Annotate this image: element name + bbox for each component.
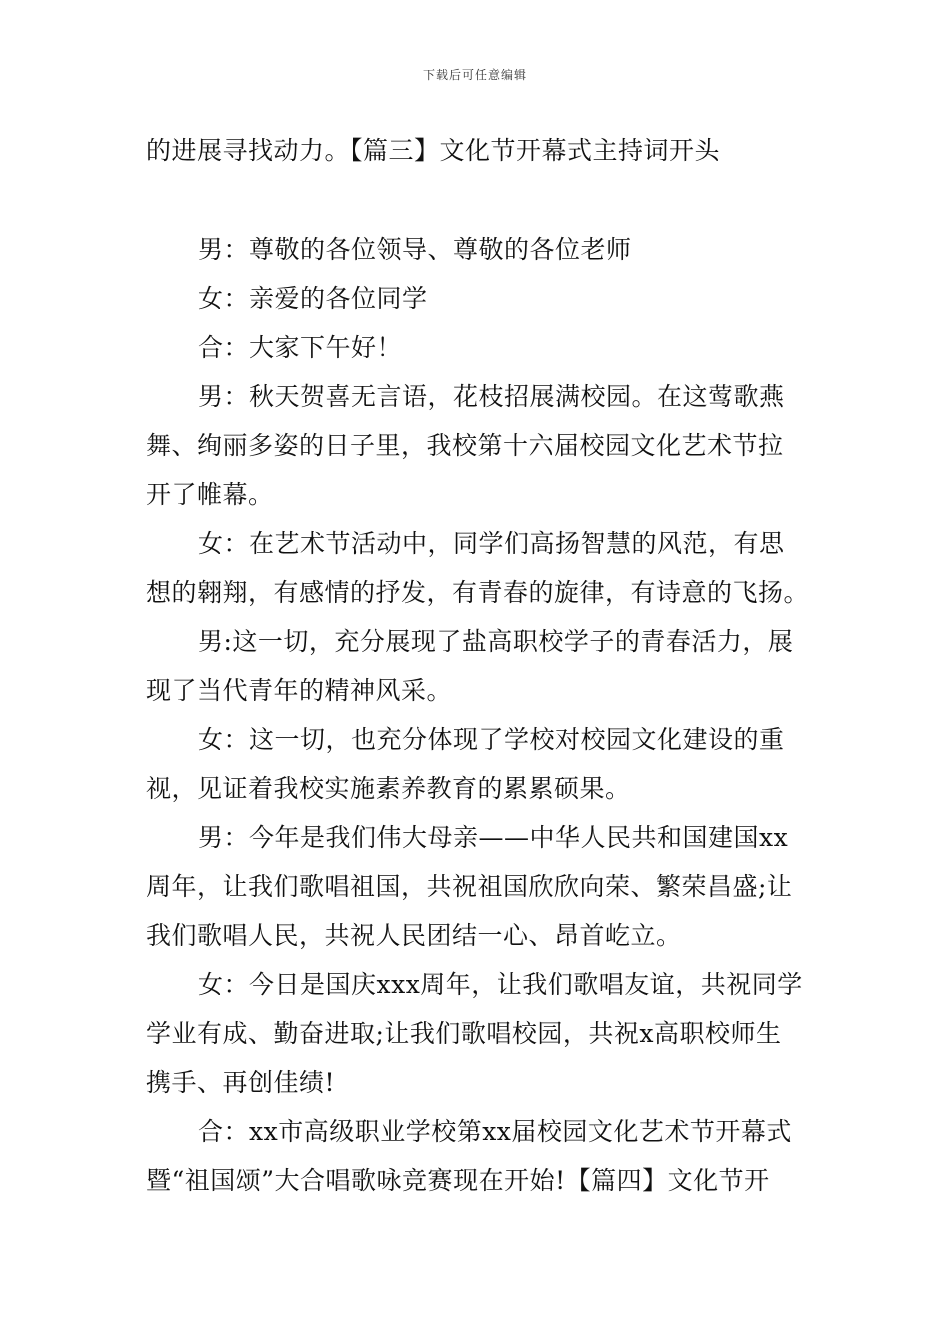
paragraph-line: 我们歌唱人民，共祝人民团结一心、昂首屹立。 — [146, 921, 682, 950]
paragraph-line: 携手、再创佳绩! — [146, 1068, 336, 1097]
paragraph-line: 男：尊敬的各位领导、尊敬的各位老师 — [198, 235, 632, 264]
paragraph-line: 合：xx市高级职业学校第xx届校园文化艺术节开幕式 — [198, 1117, 792, 1146]
paragraph-line: 开了帷幕。 — [146, 480, 274, 509]
paragraph-line: 的进展寻找动力。【篇三】文化节开幕式主持词开头 — [146, 136, 721, 165]
paragraph-line: 想的翱翔，有感情的抒发，有青春的旋律，有诗意的飞扬。 — [146, 578, 810, 607]
paragraph-line: 周年，让我们歌唱祖国，共祝祖国欣欣向荣、繁荣昌盛;让 — [146, 872, 793, 901]
document-body — [146, 126, 808, 1205]
paragraph-line: 现了当代青年的精神风采。 — [146, 676, 453, 705]
header-note: 下载后可任意编辑 — [422, 68, 527, 82]
paragraph-line: 学业有成、勤奋进取;让我们歌唱校园，共祝x高职校师生 — [146, 1019, 782, 1048]
paragraph-line: 女：这一切，也充分体现了学校对校园文化建设的重 — [198, 725, 785, 754]
paragraph-line: 女：在艺术节活动中，同学们高扬智慧的风范，有思 — [198, 529, 785, 558]
paragraph-line: 视，见证着我校实施素养教育的累累硕果。 — [146, 774, 631, 803]
paragraph-line: 女：今日是国庆xxx周年，让我们歌唱友谊，共祝同学 — [198, 970, 803, 999]
paragraph-line: 女：亲爱的各位同学 — [198, 284, 428, 313]
paragraph-line: 暨“祖国颂”大合唱歌咏竞赛现在开始!【篇四】文化节开 — [146, 1166, 770, 1195]
paragraph-line: 舞、绚丽多姿的日子里，我校第十六届校园文化艺术节拉 — [146, 431, 784, 460]
paragraph-line: 男：秋天贺喜无言语，花枝招展满校园。在这莺歌燕 — [198, 382, 785, 411]
paragraph-line: 合：大家下午好！ — [198, 333, 403, 362]
paragraph-gap — [146, 175, 808, 225]
paragraph-line: 男:这一切，充分展现了盐高职校学子的青春活力，展 — [198, 627, 794, 656]
paragraph-line: 男：今年是我们伟大母亲——中华人民共和国建国xx — [198, 823, 789, 852]
